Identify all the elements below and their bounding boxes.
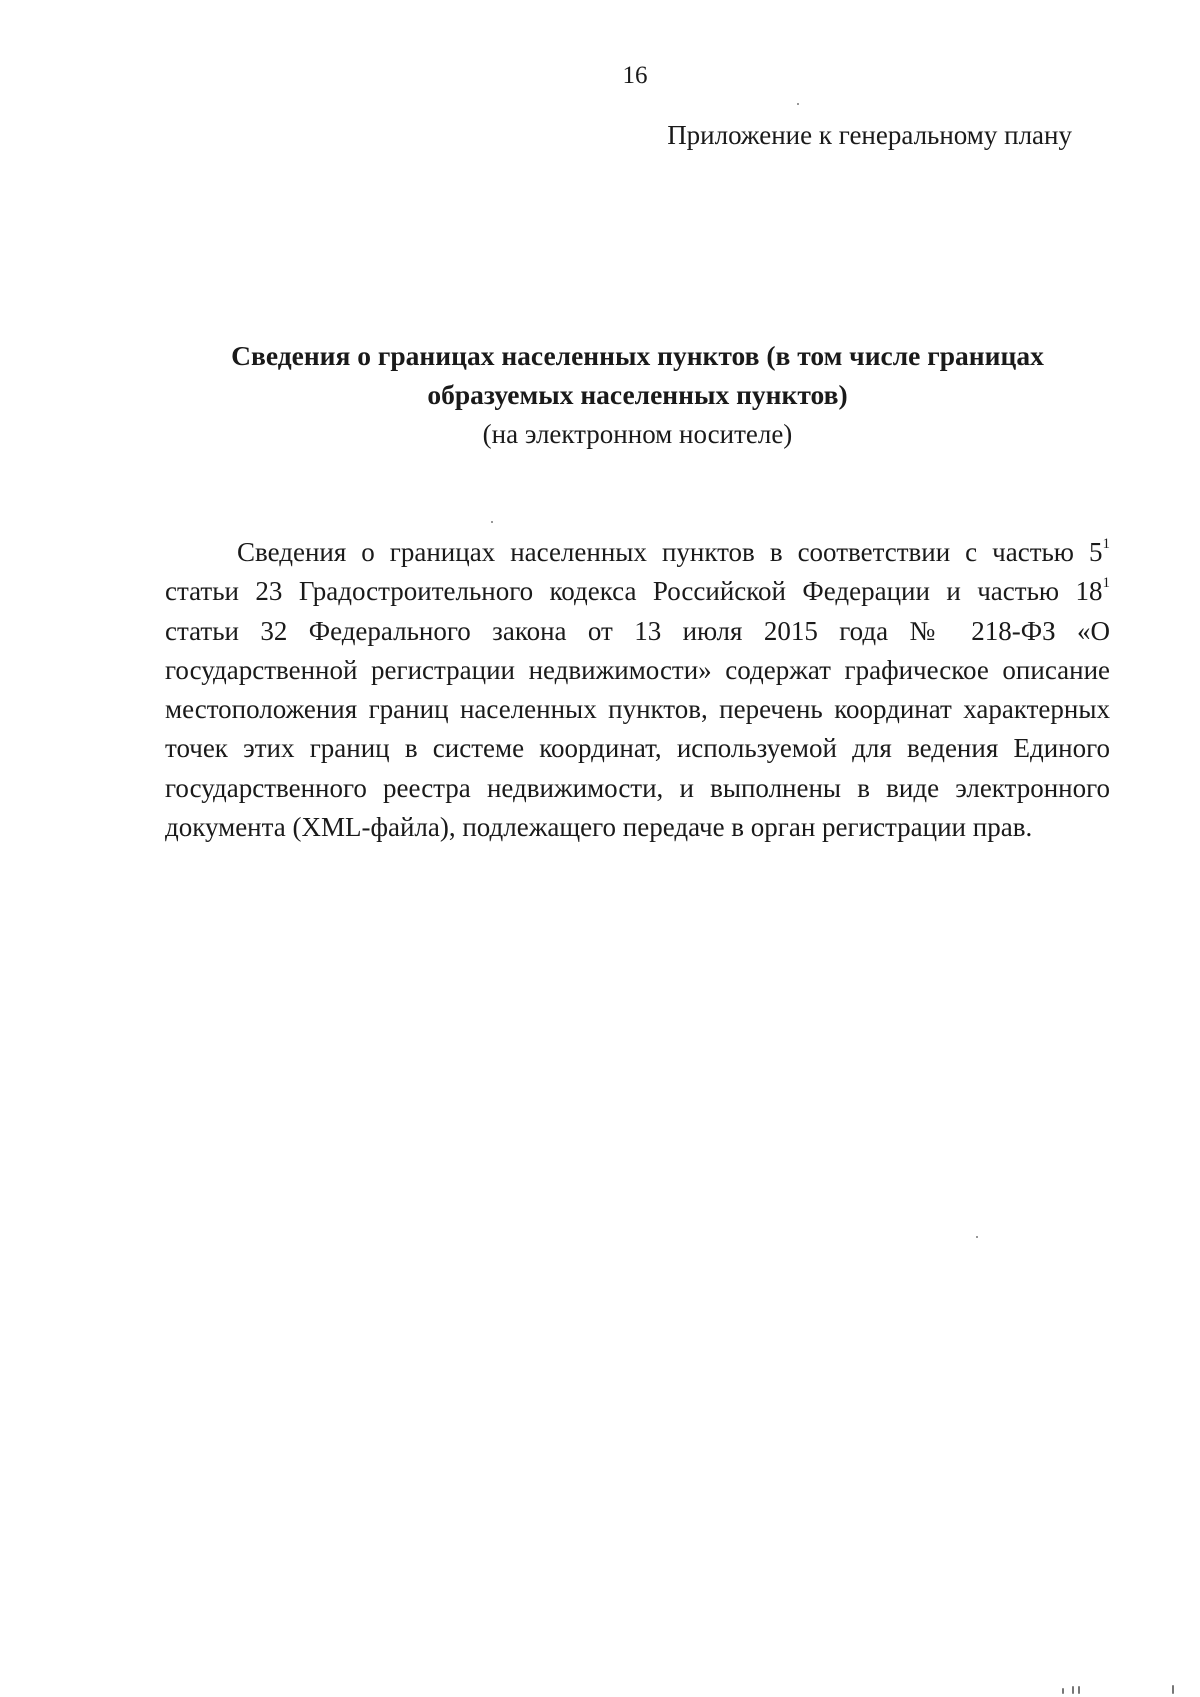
title-block [160, 336, 1115, 454]
paragraph-part-1: Сведения о границах населенных пунктов в соответствии с частью 5 [237, 537, 1103, 567]
title-line-2: образуемых населенных пунктов) [427, 379, 848, 410]
scan-speck [1078, 1686, 1080, 1694]
paragraph-part-3: статьи 32 Федерального закона от 13 июля 2015 года № 218-ФЗ «О государственной регистрации недвижимости» содержат графическое описание местоположения границ населенных пунктов, перечень координат характерных точек этих границ в системе координат, используемой для ведения Единого государственного реестра недвижимости, и выполнены в виде электронного документа (XML-файла), подлежащего передаче в орган регистрации прав. [165, 615, 1110, 843]
document-subtitle: (на электронном носителе) [482, 419, 793, 449]
superscript-1: 1 [1102, 536, 1110, 552]
title-line-1: Сведения о границах населенных пунктов (в том числе границах [231, 340, 1044, 371]
scan-speck [1072, 1686, 1074, 1694]
scan-speck [976, 1236, 978, 1238]
paragraph-part-2: статьи 23 Градостроительного кодекса Российской Федерации и частью 18 [165, 576, 1103, 607]
scan-speck [1062, 1688, 1064, 1694]
scan-speck [797, 103, 799, 105]
scan-speck [1172, 1685, 1174, 1694]
superscript-2: 1 [1102, 575, 1110, 592]
document-title [160, 336, 1115, 414]
page-number: 16 [622, 62, 648, 89]
body-paragraph [165, 533, 1110, 847]
scan-speck [491, 521, 493, 523]
appendix-note: Приложение к генеральному плану [667, 120, 1072, 150]
